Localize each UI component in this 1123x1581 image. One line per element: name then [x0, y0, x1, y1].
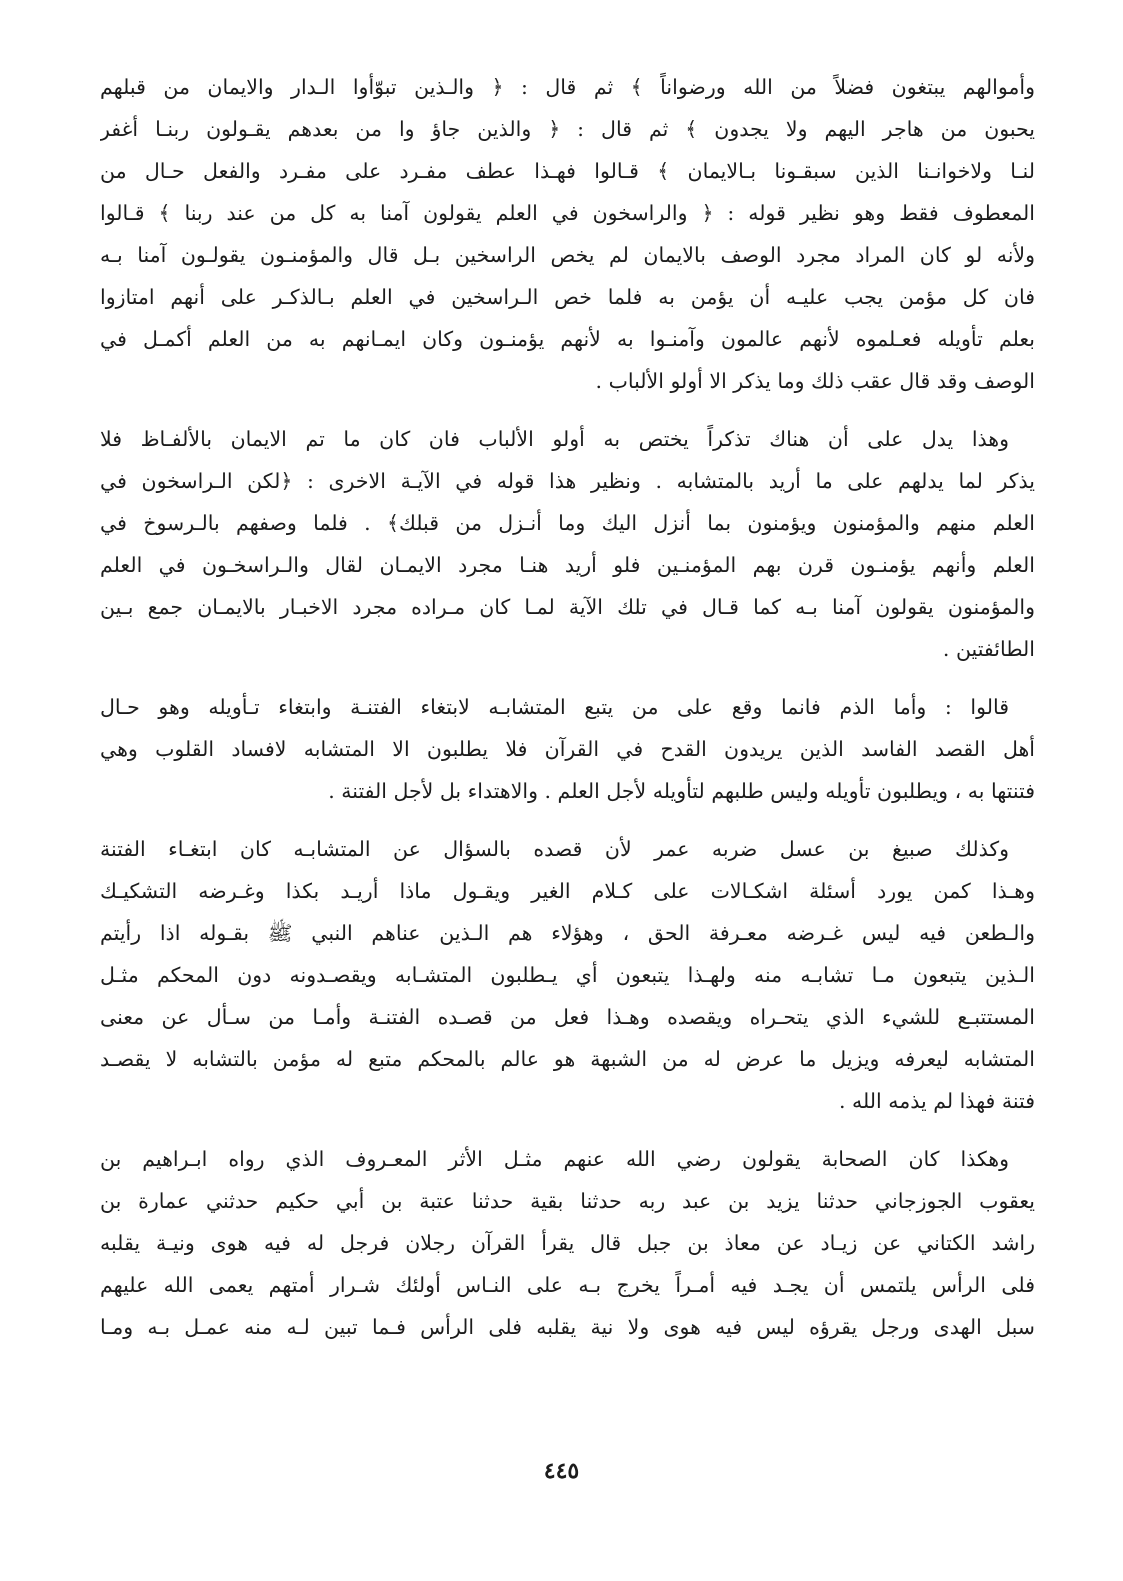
paragraph-2: [100, 418, 1035, 670]
text-line: بعلم تأويله فعـلموه لأنهم عالمون وآمنـوا به لأنهم يؤمنـون وكان ايمـانهم به من العلم أكمـل في: [100, 327, 1035, 351]
text-line: يحبون من هاجر اليهم ولا يجدون ﴾ ثم قال : ﴿ والذين جاؤ وا من بعدهم يقـولون ربنـا أغفر: [100, 117, 1035, 141]
text-line: المستتبـع للشيء الذي يتحـراه ويقصده وهـذا فعل من قصـده الفتنـة وأمـا من سـأل عن معنى: [100, 1005, 1035, 1029]
text-line: وهكذا كان الصحابة يقولون رضي الله عنهم مثـل الأثر المعـروف الذي رواه ابـراهيم بن: [100, 1147, 1009, 1171]
text-line: يعقوب الجوزجاني حدثنا يزيد بن عبد ربه حدثنا بقية حدثنا عتبة بن أبي حكيم حدثني عمارة بن: [100, 1189, 1035, 1213]
paragraph-1: [100, 66, 1035, 402]
text-line: الـذين يتبعون مـا تشابـه منه ولهـذا يتبعون أي يـطلبون المتشـابه ويقصـدونه دون المحكم مثـل: [100, 963, 1035, 987]
text-line: وأموالهم يبتغون فضلاً من الله ورضواناً ﴾ ثم قال : ﴿ والـذين تبوّأوا الـدار والايمان من قبلهم: [100, 75, 1035, 99]
text-line: فان كل مؤمن يجب عليـه أن يؤمن به فلما خص الـراسخين في العلم بـالذكـر علی أنهم امتازوا: [100, 285, 1035, 309]
text-line: العلم منهم والمؤمنون ويؤمنون بما أنزل اليك وما أنـزل من قبلك﴾ . فلما وصفهم بالـرسوخ في: [100, 511, 1035, 535]
text-line: وهـذا كمن يورد أسئلة اشكـالات على كـلام الغير ويقـول ماذا أريـد بكذا وغـرضه التشكيـك: [100, 879, 1035, 903]
text-line: راشد الكتاني عن زيـاد عن معاذ بن جبل قال يقرأ القرآن رجلان فرجل له فيه هوى ونيـة يقلبه: [100, 1231, 1035, 1255]
text-line: أهل القصد الفاسد الذين يريدون القدح في القرآن فلا يطلبون الا المتشابه لافساد القلوب وهي: [100, 737, 1035, 761]
text-line: قالوا : وأما الذم فانما وقع على من يتبع المتشابـه لابتغاء الفتنـة وابتغاء تـأويله وهو حـال: [100, 695, 1009, 719]
paragraph-3: [100, 686, 1035, 812]
text-line: ولأنه لو كان المراد مجرد الوصف بالايمان لم يخص الراسخين بـل قال والمؤمنـون يقولـون آمنا بـه: [100, 243, 1035, 267]
text-line: يذكر لما يدلهم على ما أريد بالمتشابه . ونظير هذا قوله في الآيـة الاخرى : ﴿لكن الـراسخون في: [100, 469, 1035, 493]
text-line: لنـا ولاخوانـنا الذين سبقـونا بـالايمان ﴾ قـالوا فهـذا عطف مفـرد على مفـرد والفعل حـال من: [100, 159, 1035, 183]
text-line: والـطعن فيه ليس غـرضه معـرفة الحق ، وهؤلاء هم الـذين عناهم النبي ﷺ بقـوله اذا رأيتم: [100, 921, 1035, 945]
text-line: المعطوف فقط وهو نظير قوله : ﴿ والراسخون في العلم يقولون آمنا به كل من عند ربنا ﴾ قـالوا: [100, 201, 1035, 225]
text-line: فلى الرأس يلتمس أن يجـد فيه أمـراً يخرج بـه على النـاس أولئك شـرار أمتهم يعمى الله عليهم: [100, 1273, 1035, 1297]
text-line: المتشابه ليعرفه ويزيل ما عرض له من الشبهة هو عالم بالمحكم متبع له مؤمن بالتشابه لا يقصـد: [100, 1047, 1035, 1071]
text-line: فتنة فهذا لم يذمه الله .: [838, 1089, 1035, 1113]
text-line: الوصف وقد قال عقب ذلك وما يذكر الا أولو الألباب .: [595, 369, 1035, 393]
text-line: والمؤمنون يقولون آمنا بـه كما قـال في تلك الآية لمـا كان مـراده مجرد الاخبـار بالايمـان جمع بـين: [100, 595, 1035, 619]
text-line: العلم وأنهم يؤمنـون قرن بهم المؤمنـين فلو أريد هنـا مجرد الايمـان لقال والـراسخـون في العلم: [100, 553, 1035, 577]
paragraph-5: [100, 1138, 1035, 1348]
text-line: الطائفتين .: [942, 637, 1035, 661]
paragraph-4: [100, 828, 1035, 1122]
text-line: وهذا يدل على أن هناك تذكراً يختص به أولو الألباب فان كان ما تم الايمان بالألفـاظ فلا: [100, 427, 1009, 451]
text-line: وكذلك صبيغ بن عسل ضربه عمر لأن قصده بالسؤال عن المتشابـه كان ابتغـاء الفتنة: [100, 837, 1009, 861]
text-line: فتنتها به ، ويطلبون تأويله وليس طلبهم لتأويله لأجل العلم . والاهتداء بل لأجل الفتنة .: [328, 779, 1035, 803]
page-number: ٤٤٥: [543, 1458, 580, 1484]
text-body: [100, 66, 1035, 1348]
text-line: سبل الهدى ورجل يقرؤه ليس فيه هوى ولا نية يقلبه فلى الرأس فـما تبين لـه منه عمـل بـه ومـا: [100, 1315, 1035, 1339]
